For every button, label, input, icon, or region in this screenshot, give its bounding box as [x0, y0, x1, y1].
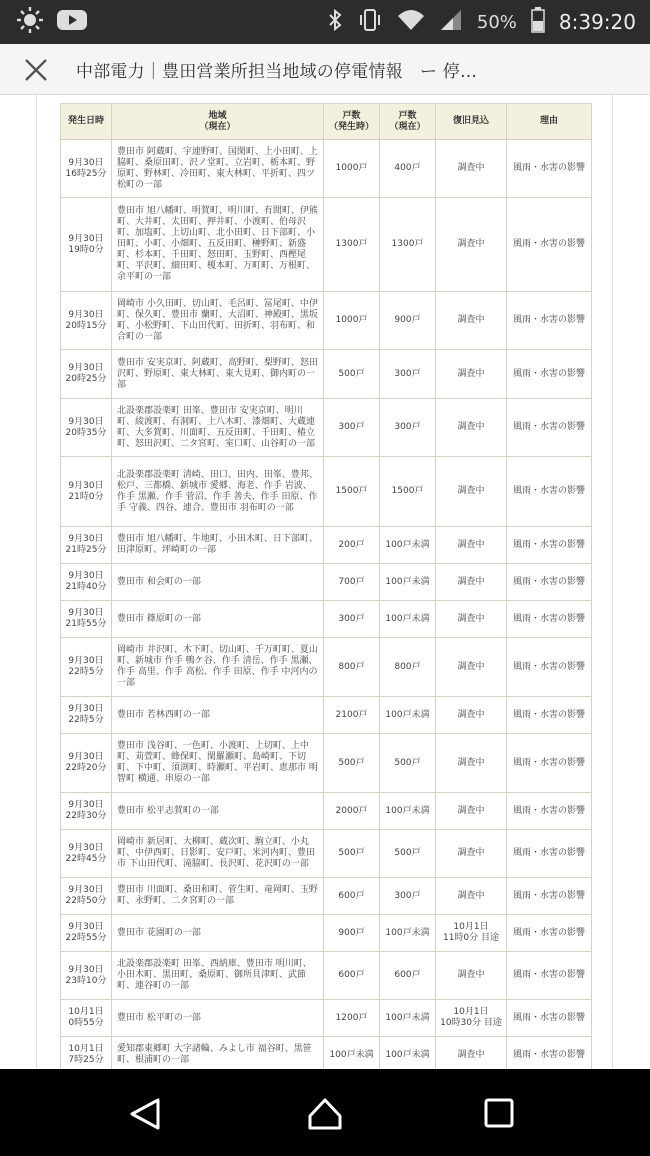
cell-date: 9月30日 20時15分 — [61, 292, 112, 350]
cell-current: 300戸 — [380, 350, 436, 399]
cell-date: 9月30日 22時30分 — [61, 793, 112, 830]
cell-current: 1300戸 — [380, 198, 436, 292]
cell-reason: 風雨・水害の影響 — [507, 915, 592, 952]
table-row — [61, 292, 592, 350]
cell-recovery: 10月1日 11時0分 目途 — [436, 915, 507, 952]
cell-reason: 風雨・水害の影響 — [507, 952, 592, 1000]
cell-current: 900戸 — [380, 292, 436, 350]
cell-reason: 風雨・水害の影響 — [507, 140, 592, 198]
cell-current: 100戸未満 — [380, 527, 436, 564]
cell-reason: 風雨・水害の影響 — [507, 878, 592, 915]
navigation-bar — [0, 1069, 650, 1156]
cell-reason: 風雨・水害の影響 — [507, 734, 592, 793]
cell-current: 300戸 — [380, 878, 436, 915]
cell-area: 豊田市 松平志賀町の一部 — [112, 793, 324, 830]
column-header: 発生日時 — [61, 104, 112, 140]
cell-date: 9月30日 21時40分 — [61, 564, 112, 601]
cell-current: 100戸未満 — [380, 564, 436, 601]
table-row — [61, 457, 592, 527]
cell-current: 100戸未満 — [380, 601, 436, 638]
table-row — [61, 527, 592, 564]
cell-date: 9月30日 20時35分 — [61, 399, 112, 457]
cell-initial: 500戸 — [324, 734, 380, 793]
table-row — [61, 564, 592, 601]
table-row — [61, 793, 592, 830]
cell-initial: 600戸 — [324, 878, 380, 915]
cell-reason: 風雨・水害の影響 — [507, 638, 592, 697]
cell-date: 9月30日 19時0分 — [61, 198, 112, 292]
cell-reason: 風雨・水害の影響 — [507, 350, 592, 399]
cell-area: 豊田市 旭八幡町、牛地町、小田木町、日下部町、田津原町、坪崎町の一部 — [112, 527, 324, 564]
cell-reason: 風雨・水害の影響 — [507, 697, 592, 734]
cell-recovery: 調査中 — [436, 830, 507, 878]
cell-reason: 風雨・水害の影響 — [507, 564, 592, 601]
cell-current: 100戸未満 — [380, 915, 436, 952]
cell-reason: 風雨・水害の影響 — [507, 527, 592, 564]
cell-reason: 風雨・水害の影響 — [507, 292, 592, 350]
cell-recovery: 調査中 — [436, 734, 507, 793]
cell-recovery: 調査中 — [436, 697, 507, 734]
cell-current: 500戸 — [380, 734, 436, 793]
table-row — [61, 350, 592, 399]
page-title: 中部電力｜豊田営業所担当地域の停電情報 ー 停… — [76, 62, 478, 82]
cell-date: 9月30日 20時25分 — [61, 350, 112, 399]
table-row — [61, 952, 592, 1000]
cell-initial: 900戸 — [324, 915, 380, 952]
wifi-icon — [397, 8, 425, 36]
close-icon — [22, 56, 50, 84]
status-bar — [0, 0, 650, 44]
cell-initial: 1000戸 — [324, 292, 380, 350]
home-button[interactable] — [307, 1097, 341, 1131]
recents-button[interactable] — [483, 1097, 517, 1131]
outage-table — [60, 103, 592, 1074]
cell-area: 豊田市 旭八幡町、明賀町、明川町、有間町、伊熊町、大井町、太田町、押井町、小渡町、伯母沢町、加塩町、上切山町、北小田町、日下部町、小田町、小町、小畑町、五反田町、榊野町、新盛町、杉本町、千田町、怒田町、玉野町、西樫尾町、平沢町、細田町、榎本町、万町町、万根町、余平町の一部 — [112, 198, 324, 292]
cell-current: 500戸 — [380, 830, 436, 878]
cell-area: 豊田市 阿蔵町、宇連野町、国閑町、上小田町、上脇町、桑原田町、沢ノ堂町、立岩町、栃本町、野原町、野林町、冷田町、東大林町、平折町、四ツ松町の一部 — [112, 140, 324, 198]
table-row — [61, 399, 592, 457]
cell-recovery: 調査中 — [436, 601, 507, 638]
table-row — [61, 638, 592, 697]
app-bar — [0, 44, 650, 95]
table-header-row — [61, 104, 592, 140]
cell-date: 10月1日 0時55分 — [61, 1000, 112, 1037]
column-header: 戸数 （発生時） — [324, 104, 380, 140]
cell-current: 600戸 — [380, 952, 436, 1000]
cell-initial: 600戸 — [324, 952, 380, 1000]
cell-initial: 200戸 — [324, 527, 380, 564]
battery-percent: 50% — [476, 11, 517, 33]
cell-area: 北設楽郡設楽町 清崎、田口、田内、田峯、豊邦、松戸、三都橋、新城市 愛郷、海老、作手 岩波、作手 黒瀬、作手 菅沼、作手 善夫、作手 田原、作手 守義、四谷、連合、豊田市 羽布町の一部 — [112, 457, 324, 527]
cell-initial: 1300戸 — [324, 198, 380, 292]
table-row — [61, 1000, 592, 1037]
cell-reason: 風雨・水害の影響 — [507, 457, 592, 527]
cell-recovery: 調査中 — [436, 1037, 507, 1074]
column-header: 地域 （現在） — [112, 104, 324, 140]
table-row — [61, 915, 592, 952]
cell-current: 400戸 — [380, 140, 436, 198]
cell-current: 100戸未満 — [380, 1000, 436, 1037]
table-row — [61, 1037, 592, 1074]
cell-current: 800戸 — [380, 638, 436, 697]
cell-initial: 100戸未満 — [324, 1037, 380, 1074]
recents-icon — [483, 1097, 515, 1129]
table-row — [61, 734, 592, 793]
cell-area: 豊田市 川面町、桑田和町、菅生町、竜岡町、玉野町、永野町、二タ宮町の一部 — [112, 878, 324, 915]
cell-reason: 風雨・水害の影響 — [507, 399, 592, 457]
cell-date: 9月30日 22時5分 — [61, 697, 112, 734]
signal-icon — [439, 8, 463, 36]
cell-reason: 風雨・水害の影響 — [507, 198, 592, 292]
home-icon — [307, 1097, 343, 1131]
cell-area: 豊田市 松平町の一部 — [112, 1000, 324, 1037]
cell-date: 9月30日 22時50分 — [61, 878, 112, 915]
cell-area: 豊田市 篠原町の一部 — [112, 601, 324, 638]
column-header: 戸数 （現在） — [380, 104, 436, 140]
brightness-icon — [16, 6, 44, 38]
content-border-left — [36, 94, 37, 1069]
cell-date: 9月30日 21時0分 — [61, 457, 112, 527]
cell-initial: 700戸 — [324, 564, 380, 601]
cell-area: 豊田市 若林西町の一部 — [112, 697, 324, 734]
cell-area: 豊田市 花園町の一部 — [112, 915, 324, 952]
cell-reason: 風雨・水害の影響 — [507, 1000, 592, 1037]
back-icon — [128, 1097, 162, 1131]
cell-initial: 300戸 — [324, 399, 380, 457]
table-row — [61, 878, 592, 915]
table-row — [61, 697, 592, 734]
cell-initial: 500戸 — [324, 830, 380, 878]
cell-initial: 2000戸 — [324, 793, 380, 830]
cell-reason: 風雨・水害の影響 — [507, 601, 592, 638]
cell-reason: 風雨・水害の影響 — [507, 1037, 592, 1074]
cell-initial: 1000戸 — [324, 140, 380, 198]
cell-reason: 風雨・水害の影響 — [507, 793, 592, 830]
cell-area: 岡崎市 井沢町、木下町、切山町、千万町町、夏山町、新城市 作手 鴨ケ谷、作手 清岳、作手 黒瀬、作手 高里、作手 高松、作手 田原、作手 中河内の一部 — [112, 638, 324, 697]
cell-current: 100戸未満 — [380, 697, 436, 734]
cell-recovery: 調査中 — [436, 140, 507, 198]
cell-area: 豊田市 和会町の一部 — [112, 564, 324, 601]
cell-area: 豊田市 浅谷町、一色町、小渡町、上切町、上中町、苅萱町、蜂保町、閑羅瀬町、島崎町、下切町、下中町、須渕町、時瀬町、平岩町、恵那市 明智町 横通、串原の一部 — [112, 734, 324, 793]
cell-area: 北設楽郡設楽町 田峯、豊田市 安実京町、明川町、綾渡町、有洞町、上八木町、漆畑町、大蔵連町、大多賀町、川面町、五反田町、千田町、椿立町、怒田沢町、二タ宮町、室口町、山谷町の一部 — [112, 399, 324, 457]
cell-recovery: 調査中 — [436, 350, 507, 399]
cell-recovery: 調査中 — [436, 952, 507, 1000]
cell-initial: 1500戸 — [324, 457, 380, 527]
cell-recovery: 調査中 — [436, 793, 507, 830]
cell-initial: 300戸 — [324, 601, 380, 638]
vibrate-icon — [357, 8, 383, 36]
cell-current: 100戸未満 — [380, 1037, 436, 1074]
cell-current: 1500戸 — [380, 457, 436, 527]
table-row — [61, 830, 592, 878]
cell-date: 9月30日 23時10分 — [61, 952, 112, 1000]
cell-initial: 2100戸 — [324, 697, 380, 734]
column-header: 復旧見込 — [436, 104, 507, 140]
cell-recovery: 調査中 — [436, 878, 507, 915]
cell-current: 300戸 — [380, 399, 436, 457]
cell-area: 愛知郡東郷町 大字諸輪、みよし市 福谷町、黒笹町、根浦町の一部 — [112, 1037, 324, 1074]
cell-date: 9月30日 22時5分 — [61, 638, 112, 697]
back-button[interactable] — [128, 1097, 162, 1131]
cell-recovery: 調査中 — [436, 638, 507, 697]
cell-area: 北設楽郡設楽町 田峯、西納庫、豊田市 明川町、小田木町、黒田町、桑原町、御所貝津町、武節町、連谷町の一部 — [112, 952, 324, 1000]
cell-recovery: 調査中 — [436, 527, 507, 564]
cell-date: 10月1日 7時25分 — [61, 1037, 112, 1074]
cell-area: 岡崎市 新居町、大柳町、蔵次町、駒立町、小丸町、中伊西町、日影町、安戸町、米河内町、豊田市 下山田代町、滝脇町、長沢町、花沢町の一部 — [112, 830, 324, 878]
cell-initial: 1200戸 — [324, 1000, 380, 1037]
cell-initial: 800戸 — [324, 638, 380, 697]
cell-recovery: 調査中 — [436, 457, 507, 527]
cell-current: 100戸未満 — [380, 793, 436, 830]
cell-area: 豊田市 安実京町、阿蔵町、高野町、梨野町、怒田沢町、野原町、東大林町、東大見町、御内町の一部 — [112, 350, 324, 399]
table-row — [61, 198, 592, 292]
cell-recovery: 調査中 — [436, 399, 507, 457]
battery-icon — [531, 7, 545, 37]
cell-recovery: 調査中 — [436, 292, 507, 350]
bluetooth-icon — [327, 8, 343, 36]
table-row — [61, 601, 592, 638]
cell-recovery: 調査中 — [436, 198, 507, 292]
cell-date: 9月30日 22時20分 — [61, 734, 112, 793]
cell-area: 岡崎市 小久田町、切山町、毛呂町、冨尾町、中伊町、保久町、豊田市 蘭町、大沼町、神殿町、黒坂町、小松野町、下山田代町、田折町、羽布町、和合町の一部 — [112, 292, 324, 350]
outage-table-container — [60, 103, 591, 1074]
cell-date: 9月30日 21時55分 — [61, 601, 112, 638]
cell-date: 9月30日 22時55分 — [61, 915, 112, 952]
clock: 8:39:20 — [558, 10, 636, 34]
table-row — [61, 140, 592, 198]
cell-date: 9月30日 22時45分 — [61, 830, 112, 878]
cell-recovery: 10月1日 10時30分 目途 — [436, 1000, 507, 1037]
cell-date: 9月30日 21時25分 — [61, 527, 112, 564]
cell-date: 9月30日 16時25分 — [61, 140, 112, 198]
content-border-right — [612, 94, 613, 1069]
close-button[interactable] — [22, 56, 50, 84]
cell-initial: 500戸 — [324, 350, 380, 399]
column-header: 理由 — [507, 104, 592, 140]
cell-recovery: 調査中 — [436, 564, 507, 601]
youtube-icon — [56, 8, 88, 36]
cell-reason: 風雨・水害の影響 — [507, 830, 592, 878]
